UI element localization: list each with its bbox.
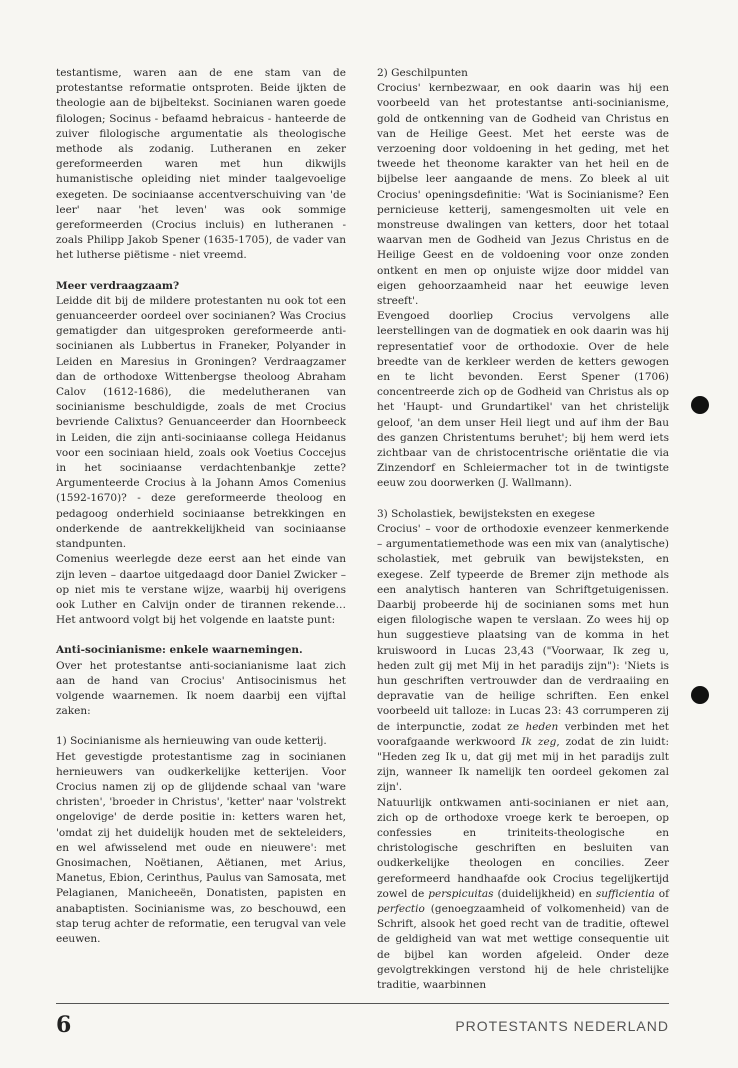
italic-ik-zeg: Ik zeg — [521, 735, 557, 748]
item-2-title: 2) Geschilpunten — [377, 67, 468, 79]
journal-title: PROTESTANTS NEDERLAND — [455, 1018, 669, 1034]
section-heading-anti-socinianisme: Anti-socinianisme: enkele waarnemingen. — [56, 644, 303, 657]
binder-hole-bottom — [691, 686, 709, 704]
item-3-text-b: verbinden met het voorafgaande werkwoord — [377, 720, 670, 748]
italic-heden: heden — [525, 720, 559, 733]
section-heading-verdraagzaam: Meer verdraagzaam? — [56, 279, 180, 292]
left-column — [56, 66, 346, 947]
item-3-text-c: , zodat de zin luidt: "Heden zeg Ik u, dat gij met mij in het paradijs zult zijn, wanneer Ik namelijk ten oordeel gekomen zal zijn'. — [377, 735, 669, 794]
binder-hole-top — [691, 396, 709, 414]
italic-perspicuitas: perspicuitas — [428, 887, 494, 900]
italic-sufficientia: sufficientia — [595, 887, 655, 900]
paragraph-anti: Over het protestantse anti-socianianisme laat zich aan de hand van Crocius' Antisocinismus het volgende waarnemen. Ik noem daarbij een vijftal zaken: — [56, 659, 346, 718]
page-number: 6 — [56, 1012, 72, 1038]
item-3-title: 3) Scholastiek, bewijsteksten en exegese — [377, 507, 595, 520]
natuurlijk-text-b: (duidelijkheid) en — [497, 887, 592, 900]
italic-perfectio: perfectio — [377, 902, 425, 915]
paragraph-item-3 — [377, 522, 669, 796]
natuurlijk-text-a: Natuurlijk ontkwamen anti-socinianen er niet aan, zich op de orthodoxe vroege kerk te beroepen, op confessies en triniteits-theologische en christologische geschriften en besluiten van oudkerkelijke theologen en concilies. Zeer gereformeerd handhaafde ook Crocius tegelijkertijd zowel de — [377, 796, 669, 900]
paragraph-natuurlijk — [377, 796, 669, 994]
paragraph-item-2: Crocius' kernbezwaar, en ook daarin was hij een voorbeeld van het protestantse anti-socinianisme, gold de ontkenning van de Godheid van Christus en van de Heilige Geest. Met het eerste was de verzoening door voldoening in het geding, met het tweede het theonome karakter van het heil en de bijbelse leer aangaande de mens. Zo bleek al uit Crocius' openingsdefinitie: 'Wat is Socinianisme? Een pernicieuse ketterij, samengesmolten uit vele en monstreuse dwalingen van ketters, door het totaal waarvan men de Godheid van Jezus Christus en de Heilige Geest en de voldoening voor onze zonden ontkent en men op onjuiste wijze door middel van eigen gehoorzaamheid naar het eeuwige leven streeft'. — [377, 82, 669, 308]
right-column — [377, 66, 669, 993]
footer-rule — [56, 1003, 669, 1004]
paragraph-evengoed: Evengoed doorliep Crocius vervolgens alle leerstellingen van de dogmatiek en ook daarin was hij representatief voor de orthodoxie. Over de hele breedte van de kerkleer werden de ketters gewogen en te licht bevonden. Eerst Spener (1706) concentreerde zich op de Godheid van Christus als op het 'Haupt- und Grundartikel' van het christelijk geloof, 'an dem unser Heil liegt und auf ihm der Bau des ganzen Christentums beruhet'; bij hem werd iets zichtbaar van de christocentrische oriëntatie die via Zinzendorf en Schleiermacher tot in de twintigste eeuw zou doorwerken (J. Wallmann). — [377, 310, 669, 490]
paragraph-verdraagzaam: Leidde dit bij de mildere protestanten nu ook tot een genuanceerder oordeel over socinianen? Was Crocius gematigder dan uitgesproken gereformeerde anti-socinianen als Lubbertus in Franeker, Polyander in Leiden en Maresius in Groningen? Verdraagzamer dan de orthodoxe Wittenbergse theoloog Abraham Calov (1612-1686), die medelutheranen van socinianisme beschuldigde, zoals de met Crocius bevriende Calixtus? Genuanceerder dan Hoornbeeck in Leiden, die zijn anti-sociniaanse collega Heidanus voor een sociniaan hield, zoals ook Voetius Coccejus in het sociniaanse verdachtenbankje zette? Argumenteerde Crocius à la Johann Amos Comenius (1592-1670)? - deze gereformeerde theoloog en pedagoog onderhield sociniaanse betrekkingen en onderkende de aantrekkelijkheid van sociniaanse standpunten. — [56, 294, 346, 551]
natuurlijk-text-d: (genoegzaamheid of volkomenheid) van de Schrift, alsook het goed recht van de traditie, oftewel de geldigheid van wat met wettige consequentie uit de bijbel kan worden afgeleid. Onder deze gevolgtrekkingen verstond hij de hele christelijke traditie, waarbinnen — [377, 902, 669, 991]
paragraph-item-1: Het gevestigde protestantisme zag in socinianen hernieuwers van oudkerkelijke ketterijen. Voor Crocius namen zij op de glijdende schaal van 'ware christen', 'broeder in Christus', 'ketter' naar 'volstrekt ongelovige' de derde positie in: ketters waren het, 'omdat zij het duidelijk houden met de sekteleiders, en wel afwisselend met oude en nieuwere': met Gnosimachen, Noëtianen, Aëtianen, met Arius, Manetus, Ebion, Cerinthus, Paulus van Samosata, met Pelagianen, Manicheeën, Donatisten, papisten en anabaptisten. Socinianisme was, zo beschouwd, een stap terug achter de reformatie, een terugval van vele eeuwen. — [56, 750, 346, 945]
paragraph-intro: testantisme, waren aan de ene stam van de protestantse reformatie ontsproten. Beide ijkten de theologie aan de bijbeltekst. Socinianen waren goede filologen; Socinus - befaamd hebraicus - hanteerde de zuiver filologische argumentatie als theologische methode als zodanig. Lutheranen en zeker gereformeerden waren met hun dikwijls humanistische opleiding niet minder taalgevoelige exegeten. De sociniaanse accentverschuiving van 'de leer' naar 'het leven' was ook sommige gereformeerden (Crocius incluis) en lutheranen - zoals Philipp Jakob Spener (1635-1705), de vader van het lutherse piëtisme - niet vreemd. — [56, 67, 346, 262]
item-1-title: 1) Socinianisme als hernieuwing van oude ketterij. — [56, 735, 327, 748]
paragraph-comenius: Comenius weerlegde deze eerst aan het einde van zijn leven – daartoe uitgedaagd door Daniel Zwicker – op niet mis te verstane wijze, waarbij hij overigens ook Luther en Calvijn onder de tirannen rekende… Het antwoord volgt bij het volgende en laatste punt: — [56, 553, 346, 627]
item-3-text-a: Crocius' – voor de orthodoxie evenzeer kenmerkende – argumentatiemethode was een mix van (analytische) scholastiek, met gebruik van bewijsteksten, en exegese. Zelf typeerde de Bremer zijn methode als een analytisch hanteren van Schriftgetuigenissen. Daarbij probeerde hij de socinianen soms met hun eigen filologische wapen te verslaan. Zo wees hij op hun suggestieve plaatsing van de komma in het kruiswoord in Lucas 23,43 ("Voorwaar, Ik zeg u, heden zult gij met Mij in het paradijs zijn"): 'Niets is hun geschriften vertrouwder dan de verdraaiing en depravatie van de heilige schriften. Een enkel voorbeeld uit talloze: in Lucas 23: 43 corrumperen zij de interpunctie, zodat ze — [377, 522, 669, 733]
natuurlijk-text-c: of — [658, 887, 670, 900]
